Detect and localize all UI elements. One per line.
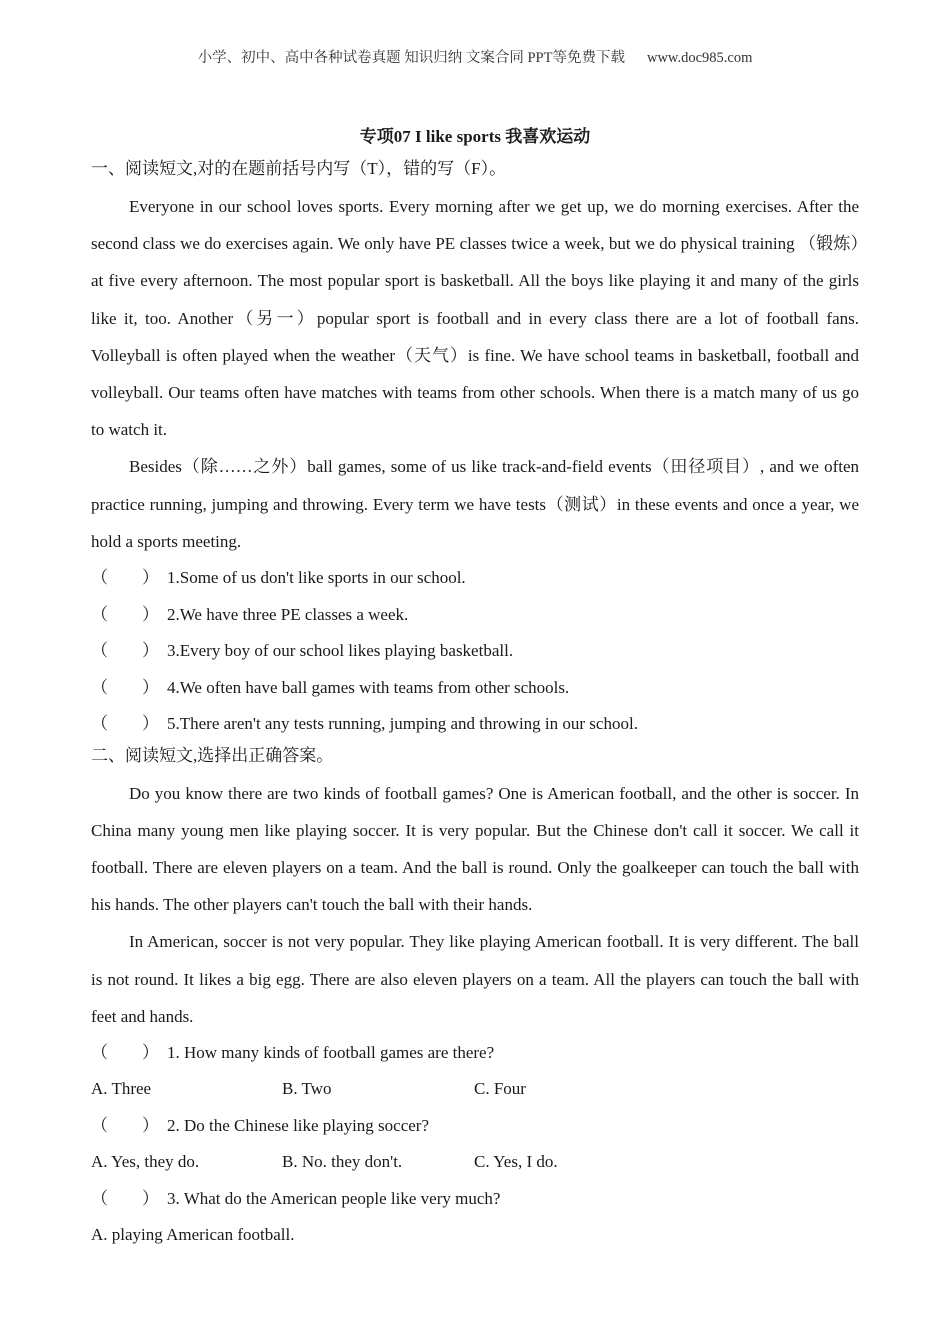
- option-a: A. Yes, they do.: [91, 1152, 200, 1172]
- answer-blank[interactable]: （ ）: [91, 568, 159, 588]
- option-b: B. Two: [282, 1079, 332, 1099]
- header-slogan: 小学、初中、高中各种试卷真题 知识归纳 文案合同 PPT等免费下载: [197, 50, 625, 66]
- option-a: A. playing American football.: [91, 1225, 295, 1245]
- answer-blank[interactable]: （ ）: [91, 1188, 159, 1208]
- option-c: C. Yes, I do.: [474, 1152, 558, 1172]
- answer-blank[interactable]: （ ）: [91, 604, 159, 624]
- answer-blank[interactable]: （ ）: [91, 714, 159, 734]
- tf-question-3: [91, 633, 859, 670]
- tf-question-5: [91, 706, 859, 743]
- mc-question-2: [91, 1108, 859, 1145]
- mc-question-3-options: [91, 1217, 859, 1254]
- question-text: 1. How many kinds of football games are there?: [167, 1042, 495, 1062]
- header-url: www.doc985.com: [646, 50, 753, 66]
- answer-blank[interactable]: （ ）: [91, 641, 159, 661]
- question-text: 2. Do the Chinese like playing soccer?: [167, 1115, 430, 1135]
- tf-question-2: [91, 597, 859, 634]
- option-a: A. Three: [91, 1079, 152, 1099]
- section2-heading: 二、阅读短文,选择出正确答案。: [91, 745, 334, 765]
- section1-paragraph-1: Everyone in our school loves sports. Every morning after we get up, we do morning exercises. After the second class we do exercises again. We only have PE classes twice a week, but we do physical training （锻炼）at five every afternoon. The most popular sport is basketball. All the boys like playing it and many of the girls like it, too. Another（另一）popular sport is football and in every class there are a lot of football fans. Volleyball is often played when the weather（天气）is fine. We have school teams in basketball, football and volleyball. Our teams often have matches with teams from other schools. When there is a match many of us go to watch it.: [91, 197, 859, 440]
- option-c: C. Four: [474, 1079, 526, 1099]
- question-text: 1.Some of us don't like sports in our school.: [167, 568, 466, 588]
- mc-question-1-options: [91, 1071, 859, 1108]
- question-text: 5.There aren't any tests running, jumping and throwing in our school.: [167, 714, 638, 734]
- answer-blank[interactable]: （ ）: [91, 1042, 159, 1062]
- document-title: 专项07 I like sports 我喜欢运动: [359, 127, 591, 146]
- mc-question-1: [91, 1035, 859, 1072]
- section1-paragraph-2: Besides（除……之外）ball games, some of us like track-and-field events（田径项目）, and we often practice running, jumping and throwing. Every term we have tests（测试）in these events and once a year, we hold a sports meeting.: [91, 457, 859, 551]
- mc-question-3: [91, 1181, 859, 1218]
- question-text: 2.We have three PE classes a week.: [167, 604, 409, 624]
- answer-blank[interactable]: （ ）: [91, 677, 159, 697]
- option-b: B. No. they don't.: [282, 1152, 403, 1172]
- tf-question-4: [91, 670, 859, 707]
- answer-blank[interactable]: （ ）: [91, 1115, 159, 1135]
- tf-question-1: [91, 560, 859, 597]
- question-text: 3. What do the American people like very much?: [167, 1188, 501, 1208]
- section2-paragraph-2: In American, soccer is not very popular. They like playing American football. It is very different. The ball is not round. It likes a big egg. There are also eleven players on a team. All the players can touch the ball with feet and hands.: [91, 932, 859, 1026]
- mc-question-2-options: [91, 1144, 859, 1181]
- question-text: 4.We often have ball games with teams from other schools.: [167, 677, 570, 697]
- section1-heading: 一、阅读短文,对的在题前括号内写（T），错的写（F）。: [91, 159, 507, 178]
- page-header: [0, 46, 950, 67]
- question-text: 3.Every boy of our school likes playing basketball.: [167, 641, 514, 661]
- document-body: [91, 156, 859, 1254]
- section2-paragraph-1: Do you know there are two kinds of football games? One is American football, and the other is soccer. In China many young men like playing soccer. It is very popular. But the Chinese don't call it soccer. We call it football. There are eleven players on a team. And the ball is round. Only the goalkeeper can touch the ball with his hands. The other players can't touch the ball with their hands.: [91, 783, 859, 915]
